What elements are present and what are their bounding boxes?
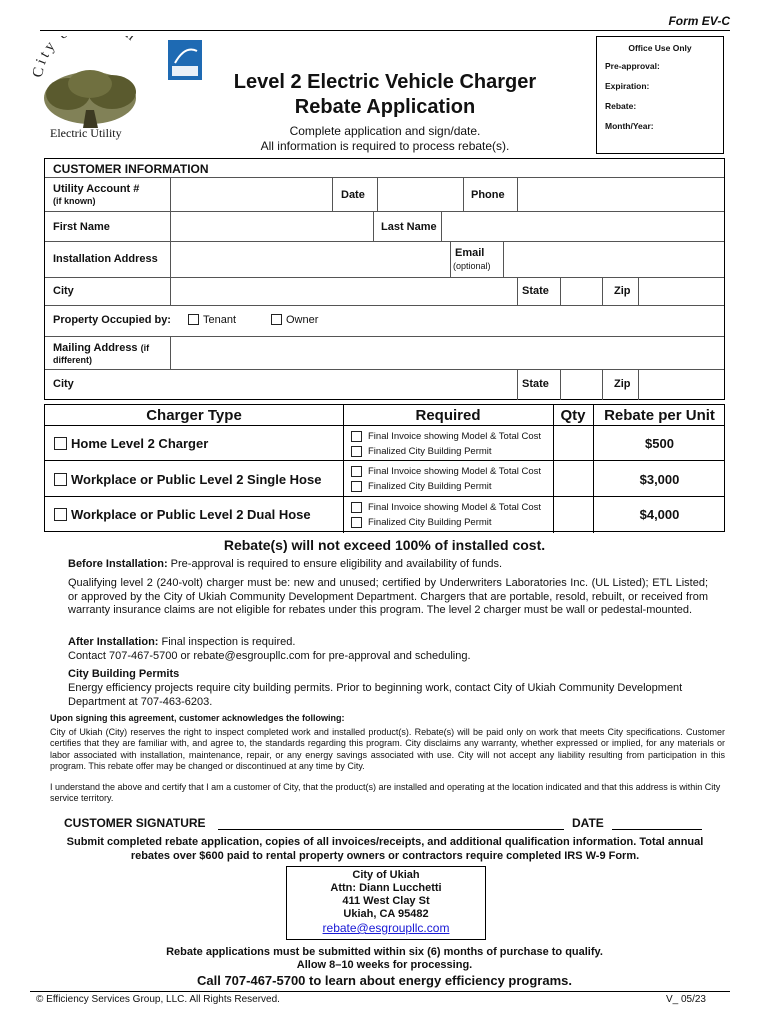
single-qty-input[interactable]	[554, 461, 592, 496]
if-known-note: (if known)	[53, 196, 96, 206]
mailing-state-label: State	[522, 378, 549, 390]
signature-line[interactable]	[218, 829, 564, 830]
dual-permit-label: Finalized City Building Permit	[368, 517, 492, 528]
home-charger-checkbox[interactable]	[54, 437, 67, 450]
city-logo	[28, 36, 158, 146]
form-id: Form EV-C	[668, 14, 730, 28]
qty-header: Qty	[560, 407, 586, 424]
processing-note: Allow 8–10 weeks for processing.	[296, 959, 473, 971]
installation-address-label: Installation Address	[53, 253, 158, 265]
ack-heading: Upon signing this agreement, customer acknowledges the following:	[50, 713, 345, 723]
tenant-label: Tenant	[203, 314, 237, 326]
single-permit-checkbox[interactable]	[351, 481, 362, 492]
email-label: Email	[455, 247, 485, 259]
title-line-1: Level 2 Electric Vehicle Charger	[233, 71, 537, 93]
office-heading: Office Use Only	[628, 43, 692, 53]
footer-copyright: © Efficiency Services Group, LLC. All Rights Reserved.	[36, 994, 280, 1005]
pre-approval-field[interactable]: Pre-approval:	[605, 61, 660, 71]
home-rebate-value: $500	[645, 436, 674, 451]
after-installation: After Installation: Final inspection is required.	[68, 636, 296, 648]
rebate-cap-note: Rebate(s) will not exceed 100% of installed cost.	[223, 537, 546, 553]
property-occupied-label: Property Occupied by:	[53, 314, 171, 326]
home-permit-label: Finalized City Building Permit	[368, 446, 492, 457]
mailing-different-note: different)	[53, 355, 92, 365]
owner-checkbox[interactable]	[271, 314, 282, 325]
footer-rule	[30, 991, 730, 992]
ack-text: City of Ukiah (City) reserves the right to inspect completed work and installed product(s). Rebate(s) will be paid only on work that meets City specifications. Customer certifies that they are familiar with, and agree to, the standards regarding this program. City disclaims any warranty, whether expressed or implied, for any materials or labor associated with installation, maintenance, repair, or any energy savings associated with use. City will not accept any liability resulting from participation in this program. This rebate offer may be changed or discontinued at any time by City.	[50, 727, 725, 772]
single-rebate-value: $3,000	[639, 472, 680, 487]
dual-hose-checkbox[interactable]	[54, 508, 67, 521]
last-name-label: Last Name	[381, 221, 437, 233]
deadline-note: Rebate applications must be submitted within six (6) months of purchase to qualify.	[166, 946, 603, 958]
rebate-per-unit-header: Rebate per Unit	[604, 407, 715, 424]
call-to-action: Call 707-467-5700 to learn about energy efficiency programs.	[197, 973, 572, 988]
dual-qty-input[interactable]	[554, 497, 592, 532]
required-header: Required	[415, 407, 481, 424]
mailing-zip-label: Zip	[614, 378, 631, 390]
certify-text: I understand the above and certify that I am a customer of City, that the product(s) are installed and operating at the location indicated and that this address is within City service territory.	[50, 782, 721, 804]
email-optional-note: (optional)	[453, 261, 491, 271]
rebate-email-link[interactable]: rebate@esgroupllc.com	[322, 921, 450, 935]
first-name-label: First Name	[53, 221, 110, 233]
utility-account-input[interactable]	[171, 178, 331, 210]
single-hose-label: Workplace or Public Level 2 Single Hose	[71, 472, 322, 487]
submit-instructions: Submit completed rebate application, copies of all invoices/receipts, and additional qualification information. Total annual rebates over $600 paid to rental property owners or contractors require completed IRS W-9 Form.	[66, 836, 704, 862]
dual-invoice-checkbox[interactable]	[351, 502, 362, 513]
single-invoice-label: Final Invoice showing Model & Total Cost	[368, 466, 542, 477]
dual-permit-checkbox[interactable]	[351, 517, 362, 528]
customer-heading: CUSTOMER INFORMATION	[53, 162, 209, 176]
signature-label: CUSTOMER SIGNATURE	[64, 816, 206, 830]
address-line-4: Ukiah, CA 95482	[343, 908, 429, 920]
permits-text: Energy efficiency projects require city building permits. Prior to beginning work, contact City of Ukiah Community Development Department at 707-463-6203.	[68, 682, 683, 708]
city-label: City	[53, 285, 74, 297]
tenant-checkbox[interactable]	[188, 314, 199, 325]
signature-date-line[interactable]	[612, 829, 702, 830]
single-permit-label: Finalized City Building Permit	[368, 481, 492, 492]
home-charger-label: Home Level 2 Charger	[71, 436, 209, 451]
energy-star-icon	[168, 40, 202, 80]
single-invoice-checkbox[interactable]	[351, 466, 362, 477]
expiration-field[interactable]: Expiration:	[605, 81, 650, 91]
after-contact: Contact 707-467-5700 or rebate@esgroupllc.com for pre-approval and scheduling.	[68, 650, 471, 662]
home-permit-checkbox[interactable]	[351, 446, 362, 457]
utility-account-label: Utility Account #	[53, 183, 140, 195]
zip-label: Zip	[614, 285, 631, 297]
charger-table	[44, 404, 725, 532]
qualifying-text: Qualifying level 2 (240-volt) charger must be: new and unused; certified by Underwriters Laboratories Inc. (UL Listed); ETL Listed; or approved by the City of Ukiah Community Development Department. Chargers that are portable, resold, rebuilt, or received from warranty insurance claims are not eligible for rebates under this program. The level 2 charger must be wall or pedestal-mounted.	[68, 577, 708, 616]
subtitle-line-2: All information is required to process rebate(s).	[260, 139, 510, 153]
month-year-field[interactable]: Month/Year:	[605, 121, 654, 131]
title-line-2: Rebate Application	[294, 96, 476, 118]
home-invoice-label: Final Invoice showing Model & Total Cost	[368, 431, 542, 442]
address-line-1: City of Ukiah	[352, 869, 420, 881]
home-invoice-checkbox[interactable]	[351, 431, 362, 442]
office-use-box	[596, 36, 724, 154]
signature-date-label: DATE	[572, 816, 604, 830]
page-title	[210, 70, 560, 120]
top-rule	[40, 30, 730, 31]
dual-hose-label: Workplace or Public Level 2 Dual Hose	[71, 507, 311, 522]
charger-type-header: Charger Type	[146, 407, 242, 424]
permits-heading: City Building Permits	[68, 668, 180, 680]
mailing-city-label: City	[53, 378, 74, 390]
subtitle	[210, 124, 560, 154]
mailing-address-label: Mailing Address (if	[53, 342, 150, 354]
dual-invoice-label: Final Invoice showing Model & Total Cost	[368, 502, 542, 513]
mailing-address-box	[286, 866, 486, 940]
before-installation: Before Installation: Pre-approval is required to ensure eligibility and availability of funds.	[68, 558, 503, 570]
customer-info-section	[44, 158, 725, 400]
home-qty-input[interactable]	[554, 426, 592, 460]
rebate-field[interactable]: Rebate:	[605, 101, 637, 111]
address-line-2: Attn: Diann Lucchetti	[330, 882, 442, 894]
phone-label: Phone	[471, 189, 505, 201]
date-label: Date	[341, 189, 365, 201]
logo-caption: Electric Utility	[50, 126, 122, 140]
footer-version: V_ 05/23	[665, 994, 706, 1005]
owner-label: Owner	[286, 314, 319, 326]
state-label: State	[522, 285, 549, 297]
single-hose-checkbox[interactable]	[54, 473, 67, 486]
subtitle-line-1: Complete application and sign/date.	[289, 124, 481, 138]
logo-arc-text: City h	[29, 36, 141, 79]
dual-rebate-value: $4,000	[639, 507, 680, 522]
address-line-3: 411 West Clay St	[342, 895, 430, 907]
